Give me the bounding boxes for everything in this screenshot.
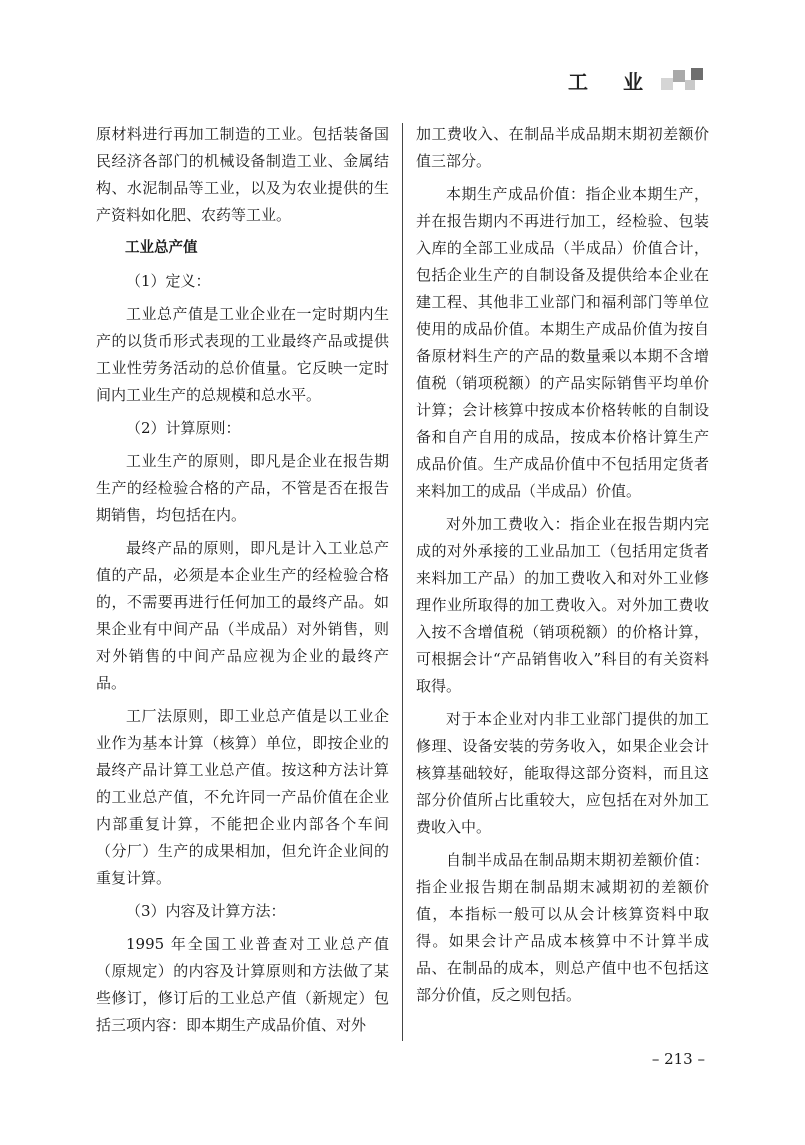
- paragraph: 最终产品的原则，即凡是计入工业总产值的产品，必须是本企业生产的经检验合格的，不需要再进行任何加工的最终产品。如果企业有中间产品（半成品）对外销售，则对外销售的中间产品应视为企业的最终产品。: [96, 539, 389, 692]
- paragraph: 工业生产的原则，即凡是企业在报告期生产的经检验合格的产品，不管是否在报告期销售，均包括在内。: [96, 452, 389, 524]
- paragraph: （3）内容及计算方法：: [126, 902, 286, 920]
- section-heading: 工业总产值: [125, 240, 198, 256]
- header-title: 工 业: [568, 70, 657, 94]
- paragraph: （1）定义：: [126, 272, 211, 290]
- paragraph: 对于本企业对内非工业部门提供的加工修理、设备安装的劳务收入，如果企业会计核算基础较好，能取得这部分资料，而且这部分价值所占比重较大，应包括在对外加工费收入中。: [416, 710, 709, 836]
- right-column: [416, 121, 709, 1015]
- paragraph: 工业总产值是工业企业在一定时期内生产的以货币形式表现的工业最终产品或提供工业性劳务活动的总价值量。它反映一定时间内工业生产的总规模和总水平。: [96, 305, 389, 404]
- running-header: [568, 66, 705, 95]
- paragraph: （2）计算原则：: [126, 419, 241, 437]
- paragraph: 工厂法原则，即工业总产值是以工业企业作为基本计算（核算）单位，即按企业的最终产品计算工业总产值。按这种方法计算的工业总产值，不允许同一产品价值在企业内部重复计算，不能把企业内部各个车间（分厂）生产的成果相加，但允许企业间的重复计算。: [96, 707, 389, 887]
- page-number: – 213 –: [651, 1050, 705, 1068]
- paragraph: 原材料进行再加工制造的工业。包括装备国民经济各部门的机械设备制造工业、金属结构、水泥制品等工业，以及为农业提供的生产资料如化肥、农药等工业。: [96, 125, 389, 224]
- decorative-squares-icon: [661, 68, 705, 94]
- column-divider: [402, 123, 403, 1041]
- paragraph: 本期生产成品价值：指企业本期生产，并在报告期内不再进行加工，经检验、包装入库的全部工业成品（半成品）价值合计，包括企业生产的自制设备及提供给本企业在建工程、其他非工业部门和福利部门等单位使用的成品价值。本期生产成品价值为按自备原材料生产的产品的数量乘以本期不含增值税（销项税额）的产品实际销售平均单价计算；会计核算中按成本价格转帐的自制设备和自产自用的成品，按成本价格计算生产成品价值。生产成品价值中不包括用定货者来料加工的成品（半成品）价值。: [416, 185, 709, 500]
- paragraph: 对外加工费收入：指企业在报告期内完成的对外承接的工业品加工（包括用定货者来料加工产品）的加工费收入和对外工业修理作业所取得的加工费收入。对外加工费收入按不含增值税（销项税额）的价格计算，可根据会计“产品销售收入”科目的有关资料取得。: [416, 515, 709, 695]
- paragraph: 自制半成品在制品期末期初差额价值：指企业报告期在制品期末减期初的差额价值，本指标一般可以从会计核算资料中取得。如果会计产品成本核算中不计算半成品、在制品的成本，则总产值中也不包括这部分价值，反之则包括。: [416, 851, 709, 1004]
- paragraph: 加工费收入、在制品半成品期末期初差额价值三部分。: [416, 125, 709, 170]
- left-column: [96, 121, 389, 1045]
- paragraph: 1995 年全国工业普查对工业总产值（原规定）的内容及计算原则和方法做了某些修订，修订后的工业总产值（新规定）包括三项内容：即本期生产成品价值、对外: [96, 935, 389, 1034]
